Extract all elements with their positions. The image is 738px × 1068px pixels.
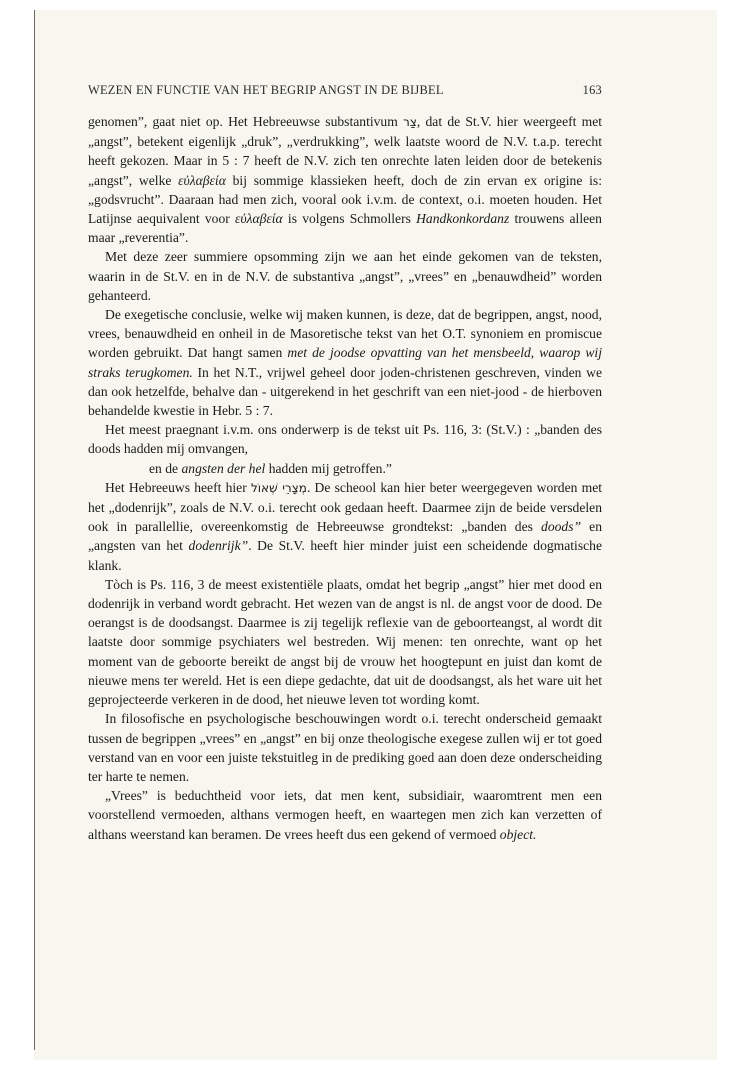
- body-text: [88, 112, 602, 844]
- p1-text-b: , dat de St.V. hier weergeeft met „angst”, betekent eigenlijk „druk”, „verdrukking”, welk laatste woord de N.V. t.a.p. terecht heeft gekozen. Maar in 5 : 7 heeft de N.V. zich ten onrechte laten leiden door de betekenis „angst”, welke: [88, 114, 602, 188]
- paragraph-3: [88, 305, 602, 420]
- p5-italic-2: dodenrijk”: [188, 538, 249, 554]
- p8-text-a: „Vrees” is beduchtheid voor iets, dat men kent, subsidiair, waaromtrent men een voorstellend vermoeden, althans vermogen heeft, en waartegen men zich kan verzetten of althans weerstand kan beramen. De vrees heeft dus een gekend of vermoed: [88, 788, 602, 842]
- p8-italic: object.: [499, 826, 537, 842]
- paragraph-4: Het meest praegnant i.v.m. ons onderwerp is de tekst uit Ps. 116, 3: (St.V.) : „banden des doods hadden mij omvangen,: [88, 422, 602, 457]
- hebrew-word: צַר: [403, 115, 417, 129]
- italic-title: Handkonkordanz: [416, 211, 510, 227]
- page-number: 163: [582, 83, 602, 97]
- p1-text-c: bij sommige klassieken heeft, doch de zin ervan ex origine is: „godsvrucht”. Daaraan had men zich, vooral ook i.v.m. de context, o.i. moeten houden. Het Latijnse aequivalent voor: [88, 172, 602, 227]
- p1-text-a: genomen”, gaat niet op. Het Hebreeuwse substantivum: [88, 114, 403, 129]
- p3-italic: met de joodse opvatting van het mensbeeld, waarop wij straks terugkomen.: [88, 345, 602, 380]
- hebrew-phrase: מְצָרֵי שְׁאוֹל: [250, 480, 307, 495]
- greek-word: εὐλαβεία: [235, 211, 283, 227]
- quote-italic: angsten der hel: [181, 460, 266, 476]
- paragraph-2: Met deze zeer summiere opsomming zijn we aan het einde gekomen van de teksten, waarin in de St.V. en in de N.V. de substantiva „angst”, „vrees” en „benauwdheid” worden gehanteerd.: [88, 249, 602, 303]
- paragraph-6: Tòch is Ps. 116, 3 de meest existentiële plaats, omdat het begrip „angst” hier met dood en dodenrijk in verband wordt gebracht. Het wezen van de angst is nl. de angst voor de dood. De oerangst is de doodsangst. Daarmee is zij tegelijk reflexie van de geboorteangst, al wordt dit laatste door sommige psychiaters wel bestreden. Wij menen: ten onrechte, want op het moment van de geboorte bereikt de angst bij de vrouw het hoogtepunt en juist dan komt de nieuwe mens ter wereld. Het is een diepe gedachte, dat uit de doodsangst, als het ware uit het geprojecteerde verkeren in de dood, het nieuwe leven tot wording komt.: [88, 576, 602, 708]
- p3-text-b: In het N.T., vrijwel geheel door joden-christenen geschreven, vinden we dan ook hetzelfde, behalve dan - uitgerekend in het geschrift van een niet-jood - de hierboven behandelde kwestie in Hebr. 5 : 7.: [88, 364, 602, 419]
- quote-line: [88, 459, 602, 478]
- quote-text-a: en de: [149, 460, 182, 476]
- paragraph-7: In filosofische en psychologische beschouwingen wordt o.i. terecht onderscheid gemaakt tussen de begrippen „vrees” en „angst” en bij onze theologische exegese zullen wij er tot goed verstand van en voor een juiste tekstuitleg in de prediking goed aan doen deze onderscheiding ter harte te nemen.: [88, 711, 602, 784]
- p5-text-a: Het Hebreeuws heeft hier: [105, 479, 251, 495]
- p1-text-e: trouwens alleen maar „reverentia”.: [88, 211, 602, 246]
- page-edge-line: [34, 10, 35, 1050]
- header-title: WEZEN EN FUNCTIE VAN HET BEGRIP ANGST IN DE BIJBEL: [88, 83, 444, 97]
- p5-text-b: . De scheool kan hier beter weergegeven worden met het „dodenrijk”, zoals de N.V. o.i. terecht ook gedaan heeft. Daarmee zijn de beide versdelen ook in parallellie, overeenkomstig de Hebreeuwse grondtekst: „banden des: [88, 479, 603, 535]
- p5-text-d: . De St.V. heeft hier minder juist een scheidende dogmatische klank.: [88, 538, 602, 573]
- quote-text-b: hadden mij getroffen.”: [265, 460, 392, 476]
- p3-text-a: De exegetische conclusie, welke wij maken kunnen, is deze, dat de begrippen, angst, nood, vrees, benauwdheid en onheil in de Masoretische tekst van het O.T. synoniem en promiscue worden gebruikt. Dat hangt samen: [88, 307, 602, 361]
- p1-text-d: is volgens Schmollers: [282, 211, 417, 227]
- p5-italic-1: doods”: [541, 519, 582, 535]
- paragraph-8: [88, 786, 602, 844]
- paragraph-5: [88, 478, 602, 575]
- paragraph-1: [88, 112, 602, 247]
- greek-word: εὐλαβεία: [178, 172, 226, 188]
- p5-text-c: en „angsten van het: [88, 519, 602, 554]
